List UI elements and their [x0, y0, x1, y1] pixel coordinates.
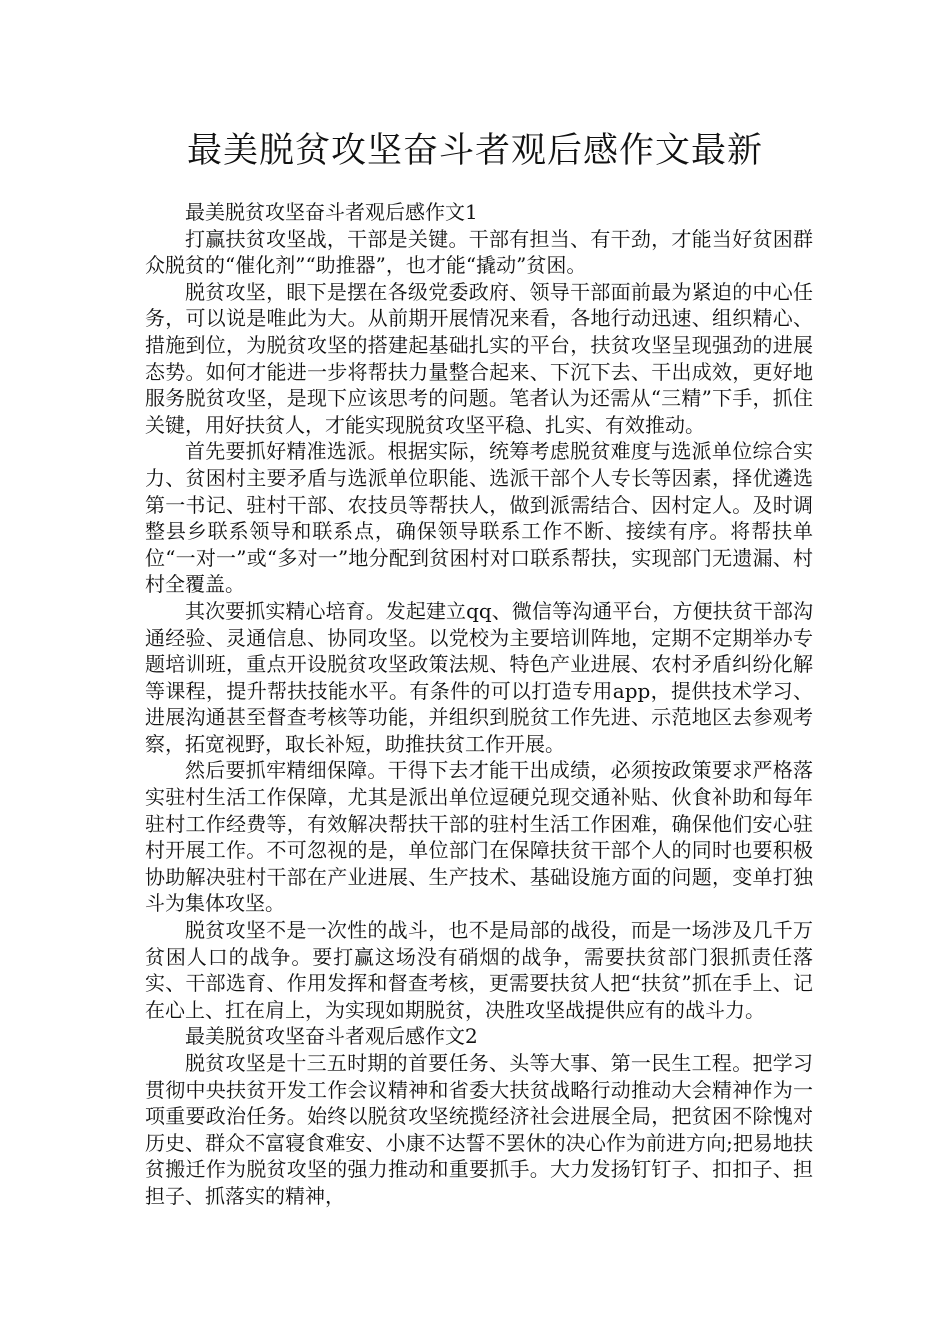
- paragraph: 其次要抓实精心培育。发起建立qq、微信等沟通平台，方便扶贫干部沟通经验、灵通信息、协同攻坚。以党校为主要培训阵地，定期不定期举办专题培训班，重点开设脱贫攻坚政策法规、特色产业进展、农村矛盾纠纷化解等课程，提升帮扶技能水平。有条件的可以打造专用app，提供技术学习、进展沟通甚至督查考核等功能，并组织到脱贫工作先进、示范地区去参观考察，拓宽视野，取长补短，助推扶贫工作开展。: [145, 598, 813, 756]
- paragraph: 首先要抓好精准选派。根据实际，统筹考虑脱贫难度与选派单位综合实力、贫困村主要矛盾与选派单位职能、选派干部个人专长等因素，择优遴选第一书记、驻村干部、农技员等帮扶人，做到派需结合、因村定人。及时调整县乡联系领导和联系点，确保领导联系工作不断、接续有序。将帮扶单位“一对一”或“多对一”地分配到贫困村对口联系帮扶，实现部门无遗漏、村村全覆盖。: [145, 439, 813, 597]
- paragraph: 脱贫攻坚是十三五时期的首要任务、头等大事、第一民生工程。把学习贯彻中央扶贫开发工作会议精神和省委大扶贫战略行动推动大会精神作为一项重要政治任务。始终以脱贫攻坚统揽经济社会进展全局，把贫困不除愧对历史、群众不富寝食难安、小康不达誓不罢休的决心作为前进方向;把易地扶贫搬迁作为脱贫攻坚的强力推动和重要抓手。大力发扬钉钉子、扣扣子、担担子、抓落实的精神，: [145, 1051, 813, 1208]
- paragraph: 打赢扶贫攻坚战，干部是关键。干部有担当、有干劲，才能当好贫困群众脱贫的“催化剂”“助推器”，也才能“撬动”贫困。: [145, 226, 813, 278]
- section-heading: 最美脱贫攻坚奋斗者观后感作文2: [185, 1024, 478, 1049]
- paragraph: 然后要抓牢精细保障。干得下去才能干出成绩，必须按政策要求严格落实驻村生活工作保障，尤其是派出单位逗硬兑现交通补贴、伙食补助和每年驻村工作经费等，有效解决帮扶干部的驻村生活工作困难，确保他们安心驻村开展工作。不可忽视的是，单位部门在保障扶贫干部个人的同时也要积极协助解决驻村干部在产业进展、生产技术、基础设施方面的问题，变单打独斗为集体攻坚。: [145, 758, 813, 916]
- document-body: [145, 199, 813, 1210]
- document-title: 最美脱贫攻坚奋斗者观后感作文最新: [186, 131, 763, 171]
- paragraph: 脱贫攻坚不是一次性的战斗，也不是局部的战役，而是一场涉及几千万贫困人口的战争。要打赢这场没有硝烟的战争，需要扶贫部门狠抓责任落实、干部选育、作用发挥和督查考核，更需要扶贫人把“扶贫”抓在手上、记在心上、扛在肩上，为实现如期脱贫，决胜攻坚战提供应有的战斗力。: [145, 918, 813, 1022]
- section-heading: 最美脱贫攻坚奋斗者观后感作文1: [185, 200, 478, 224]
- paragraph: 脱贫攻坚，眼下是摆在各级党委政府、领导干部面前最为紧迫的中心任务，可以说是唯此为大。从前期开展情况来看，各地行动迅速、组织精心、措施到位，为脱贫攻坚的搭建起基础扎实的平台，扶贫攻坚呈现强劲的进展态势。如何才能进一步将帮扶力量整合起来、下沉下去、干出成效，更好地服务脱贫攻坚，是现下应该思考的问题。笔者认为还需从“三精”下手，抓住关键，用好扶贫人，才能实现脱贫攻坚平稳、扎实、有效推动。: [145, 279, 813, 437]
